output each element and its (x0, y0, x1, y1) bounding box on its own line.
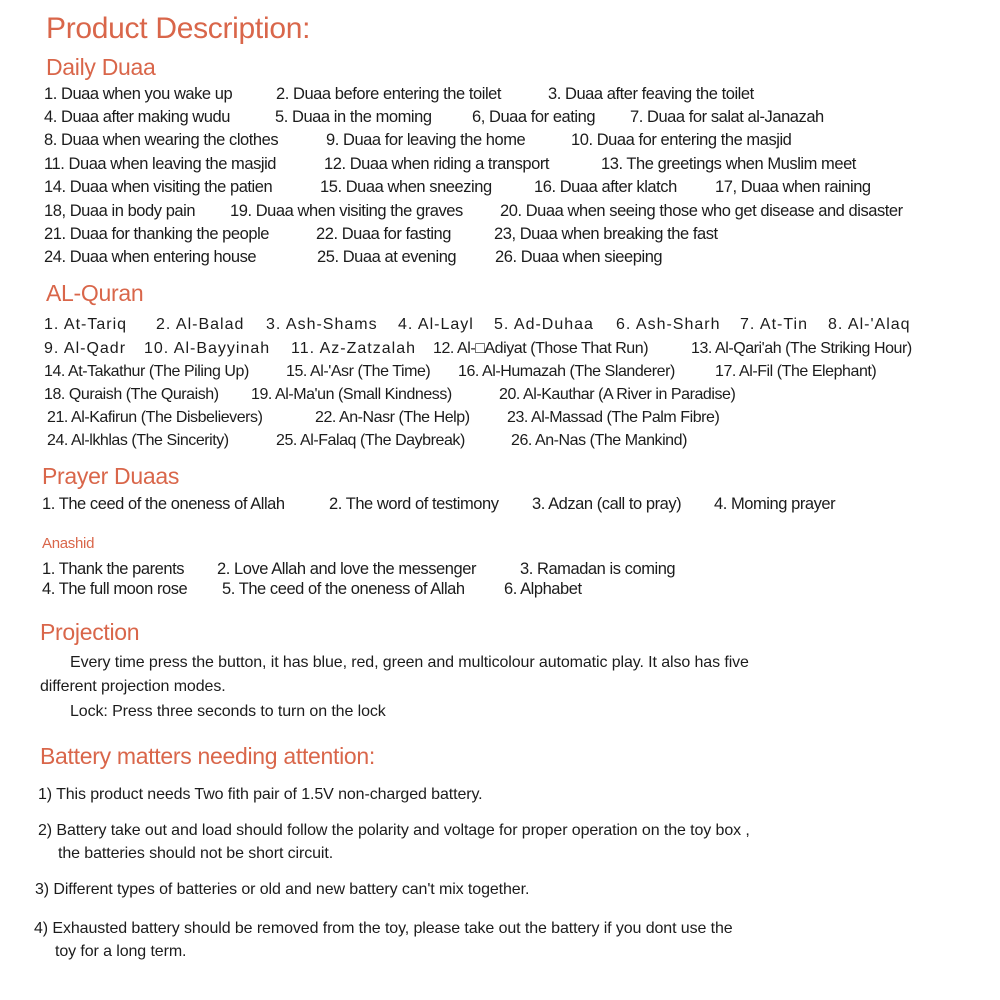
battery-heading: Battery matters needing attention: (40, 743, 376, 769)
list-item: 21. Al-Kafirun (The Disbelievers) (47, 409, 263, 426)
battery-note: 1) This product needs Two fith pair of 1.5V non-charged battery. (38, 786, 483, 803)
al-quran-row (47, 409, 947, 431)
list-item: 26. An-Nas (The Mankind) (511, 432, 687, 449)
battery-note: 3) Different types of batteries or old and new battery can't mix together. (35, 881, 530, 898)
list-item: 19. Al-Ma'un (Small Kindness) (251, 386, 452, 403)
list-item: 25. Al-Falaq (The Daybreak) (276, 432, 465, 449)
daily-duaa-row (44, 85, 944, 107)
list-item: 26. Duaa when sieeping (495, 248, 663, 266)
list-item: 17, Duaa when raining (715, 178, 871, 196)
list-item: 1. Duaa when you wake up (44, 85, 233, 103)
list-item: 14. Duaa when visiting the patien (44, 178, 273, 196)
list-item: 3. Ash-Shams (266, 316, 378, 333)
list-item: 1. The ceed of the oneness of Allah (42, 495, 285, 513)
list-item: 20. Al-Kauthar (A River in Paradise) (499, 386, 736, 403)
al-quran-row (47, 432, 947, 454)
list-item: 24. Duaa when entering house (44, 248, 257, 266)
list-item: 19. Duaa when visiting the graves (230, 202, 463, 220)
al-quran-row (44, 340, 954, 362)
list-item: 22. An-Nasr (The Help) (315, 409, 470, 426)
battery-note-continued: toy for a long term. (55, 943, 187, 960)
list-item: 25. Duaa at evening (317, 248, 457, 266)
list-item: 4. The full moon rose (42, 580, 188, 598)
list-item: 3. Duaa after feaving the toilet (548, 85, 754, 103)
list-item: 10. Al-Bayyinah (144, 340, 271, 357)
list-item: 8. Al-'Alaq (828, 316, 911, 333)
projection-text: Every time press the button, it has blue, red, green and multicolour automatic play. It also has five (70, 654, 749, 671)
prayer-duaas-row (42, 495, 942, 517)
list-item: 1. At-Tariq (44, 316, 128, 333)
list-item: 6. Alphabet (504, 580, 582, 598)
list-item: 9. Al-Qadr (44, 340, 127, 357)
list-item: 3. Ramadan is coming (520, 560, 676, 578)
list-item: 2. Al-Balad (156, 316, 245, 333)
daily-duaa-row (44, 202, 964, 224)
list-item: 2. Duaa before entering the toilet (276, 85, 502, 103)
list-item: 6, Duaa for eating (472, 108, 596, 126)
prayer-duaas-heading: Prayer Duaas (42, 463, 180, 489)
al-quran-row (44, 386, 944, 408)
projection-lock-text: Lock: Press three seconds to turn on the lock (70, 703, 386, 720)
list-item: 6. Ash-Sharh (616, 316, 721, 333)
daily-duaa-row (44, 155, 944, 177)
list-item: 12. Al-□Adiyat (Those That Run) (433, 340, 649, 357)
battery-note-continued: the batteries should not be short circuit. (58, 845, 334, 862)
list-item: 15. Al-'Asr (The Time) (286, 363, 431, 380)
list-item: 5. The ceed of the oneness of Allah (222, 580, 465, 598)
list-item: 21. Duaa for thanking the people (44, 225, 270, 243)
list-item: 5. Ad-Duhaa (494, 316, 594, 333)
page-title: Product Description: (46, 12, 311, 45)
list-item: 4. Duaa after making wudu (44, 108, 230, 126)
list-item: 4. Moming prayer (714, 495, 836, 513)
projection-heading: Projection (40, 619, 140, 645)
al-quran-row (44, 316, 944, 338)
projection-text: different projection modes. (40, 678, 226, 695)
al-quran-row (44, 363, 944, 385)
list-item: 15. Duaa when sneezing (320, 178, 492, 196)
anashid-row (42, 580, 942, 602)
list-item: 11. Az-Zatzalah (291, 340, 416, 357)
list-item: 23. Al-Massad (The Palm Fibre) (507, 409, 720, 426)
list-item: 20. Duaa when seeing those who get disease and disaster (500, 202, 903, 220)
list-item: 8. Duaa when wearing the clothes (44, 131, 279, 149)
list-item: 14. At-Takathur (The Piling Up) (44, 363, 249, 380)
list-item: 18, Duaa in body pain (44, 202, 196, 220)
list-item: 5. Duaa in the moming (275, 108, 432, 126)
list-item: 7. Duaa for salat al-Janazah (630, 108, 824, 126)
daily-duaa-row (44, 131, 944, 153)
list-item: 12. Duaa when riding a transport (324, 155, 549, 173)
list-item: 23, Duaa when breaking the fast (494, 225, 718, 243)
anashid-row (42, 560, 942, 582)
list-item: 16. Al-Humazah (The Slanderer) (458, 363, 675, 380)
list-item: 18. Quraish (The Quraish) (44, 386, 219, 403)
battery-note: 2) Battery take out and load should follow the polarity and voltage for proper operation on the toy box , (38, 822, 750, 839)
list-item: 4. Al-Layl (398, 316, 474, 333)
list-item: 22. Duaa for fasting (316, 225, 452, 243)
list-item: 17. Al-Fil (The Elephant) (715, 363, 877, 380)
list-item: 13. The greetings when Muslim meet (601, 155, 856, 173)
daily-duaa-row (44, 178, 944, 200)
list-item: 2. Love Allah and love the messenger (217, 560, 476, 578)
list-item: 10. Duaa for entering the masjid (571, 131, 792, 149)
list-item: 11. Duaa when leaving the masjid (44, 155, 277, 173)
daily-duaa-row (44, 248, 944, 270)
list-item: 3. Adzan (call to pray) (532, 495, 682, 513)
list-item: 2. The word of testimony (329, 495, 499, 513)
daily-duaa-row (44, 108, 944, 130)
al-quran-heading: AL-Quran (46, 280, 144, 306)
list-item: 16. Duaa after klatch (534, 178, 677, 196)
list-item: 7. At-Tin (740, 316, 808, 333)
list-item: 24. Al-lkhlas (The Sincerity) (47, 432, 229, 449)
list-item: 1. Thank the parents (42, 560, 185, 578)
list-item: 9. Duaa for leaving the home (326, 131, 526, 149)
daily-duaa-heading: Daily Duaa (46, 54, 156, 80)
battery-note: 4) Exhausted battery should be removed from the toy, please take out the battery if you dont use the (34, 920, 733, 937)
list-item: 13. Al-Qari'ah (The Striking Hour) (691, 340, 912, 357)
anashid-heading: Anashid (42, 535, 95, 552)
daily-duaa-row (44, 225, 944, 247)
